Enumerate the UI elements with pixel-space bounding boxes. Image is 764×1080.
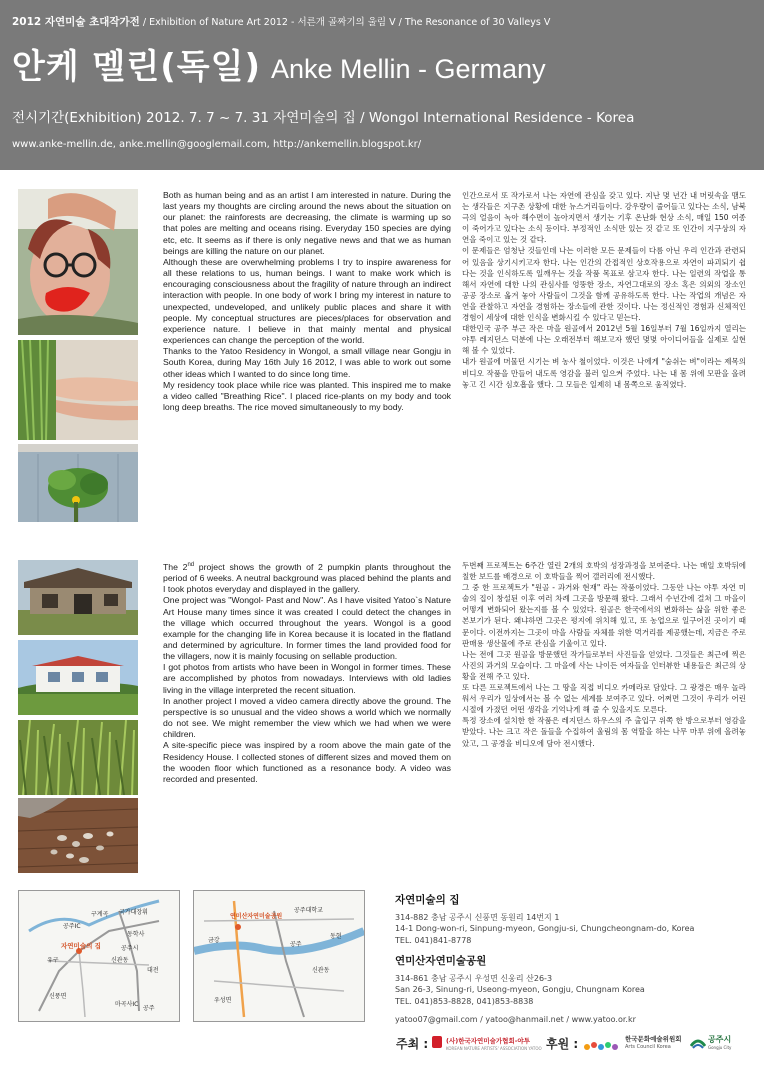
event-title: 2012 자연미술 초대작가전 [12,16,140,28]
map-label: 구계곡 [91,911,109,918]
map-label: 동학사 [127,931,145,938]
photo-portrait-rice-lips [18,189,138,335]
paragraph: I got photos from artists who have been in Wongol in former times. These are accomplished by photos from nowadays. Interviews with old ladies living in the village interpreted the recent situation. [163,662,451,695]
sponsor1-name: 한국문화예술위원회 [625,1035,682,1043]
photo-new-house [18,640,138,715]
map-label: 연미산자연미술공원 [230,913,283,920]
paragraph: In another project I moved a video camera directly above the ground. The perspective is so unusual and the video shows a world which we normally do not see. We might remember the view which we had when we were children. [163,695,451,740]
paragraph: 나는 전에 그곳 원골을 방문했던 작가들로부터 사진들을 얻었다. 그것들은 최근에 찍은 사진의 과거의 모습이다. 그 마을에 사는 나이든 여자들을 인터뷰한 내용들은 최근의 상황을 전해 주고 있다. [462,649,746,681]
paragraph [163,560,451,595]
paragraph: 그 중 한 프로젝트가 "원골 - 과거와 현재" 라는 작품이었다. 그동안 나는 야투 자연 미술의 집이 창설된 이후 여러 차례 그곳을 방문해 왔다. 그래서 수년간에 걸쳐 그 마을이 어떻게 변화되어 왔는지를 볼 수 있었다. 원골은 한국에서의 변화하는 삶을 위한 좋은 본보기가 된다. 왜냐하면 그곳은 평지에 위치해 있고, 또 농업으로 일구어진 곳이기 때문이다. 이전까지는 그곳이 마을 사람들 자체를 위한 먹거리를 제공했는데, 지금은 주로 판매용 생산물에 주로 관심을 기울이고 있다. [462,583,746,648]
paragraph: A site-specific piece was inspired by a room above the main gate of the Residency House. I collected stones of different sizes and moved them on the wooden floor which functioned as a resonance body. A video was recorded and presented. [163,740,451,784]
map-label: 신관동 [312,967,330,974]
section1-english-text [163,190,451,413]
park-address-ko: 314-861 충남 공주시 우성면 신웅리 산26-3 [395,974,553,983]
artist-name-en: Anke Mellin - Germany [270,54,546,84]
host-org: (사)한국자연미술가협회-야투 [446,1037,530,1045]
map-label: 마곡사IC [115,1001,139,1008]
host-logo-icon [432,1036,442,1048]
event-line [12,14,550,29]
sponsor1-name-en: Arts Council Korea [625,1044,671,1050]
map-label: 우성면 [214,997,232,1004]
ordinal-suffix: nd [187,562,195,568]
map-label: 공주시 [121,945,139,952]
house-title: 자연미술의 집 [395,894,460,906]
map-label: 금강 [208,937,220,944]
paragraph: Although these are overwhelming problems I try to inspire awareness for all these relations to us, human beings. I want to make work which is encouraging consciousness about the fragility of nature through an indirect interaction with people. In one body of work I bring my interest in nature to unexpected, undeveloped, and unlikely public places and share it with people. My conceptual structures are pieces/places for observation and experience nature. I believe in that mainly mental and physical experiences can change the perception of the world. [163,256,451,346]
artist-name-ko: 안케 멜린(독일) [12,47,261,87]
section2-english-text [163,560,451,785]
artist-name [12,47,546,87]
location-map-park [193,890,365,1022]
photo-body-with-rice [18,340,138,440]
map-label: 국가대장휘 [119,909,148,916]
location-map-house [18,890,180,1022]
park-phone: TEL. 041)853-8828, 041)853-8838 [395,997,534,1006]
paragraph: Thanks to the Yatoo Residency in Wongol, a small village near Gongju in South Korea, during May 16th July 16 2012, I was able to work out some other ideas which I wanted to do since long time. [163,346,451,379]
map-label: 자연미술의 집 [61,942,101,950]
section2-korean-text [462,560,746,749]
map-label: 대전 [147,967,159,974]
contact-emails: yatoo07@gmail.com / yatoo@hanmail.net / www.yatoo.or.kr [395,1015,636,1024]
paragraph: Both as human being and as an artist I am interested in nature. During the last years my thoughts are circling around the news about the situation on our planet: the rainforests are decreasing, the climate is warming up so that poles are melting and oceans rising. Everyday 150 species are dying etc, etc. It seems as if there is only negative news and that we as human beings are killing the nature on our planet. [163,190,451,256]
artist-contacts: www.anke-mellin.de, anke.mellin@googlemail.com, http://ankemellin.blogspot.kr/ [12,139,422,150]
sponsor-label: 후원 : [546,1037,579,1051]
house-address-ko: 314-882 충남 공주시 신풍면 동원리 14번지 1 [395,913,560,922]
paragraph: 인간으로서 또 작가로서 나는 자연에 관심을 갖고 있다. 지난 몇 년간 내 머릿속을 맴도는 생각들은 지구촌 상황에 대한 뉴스거리들이다. 강우량이 줄어들고 있다는 소식, 남북극의 얼음이 녹아 해수면이 높아지면서 생기는 기후 온난화 현상 소식, 매일 150 여종이 죽어가고 있다는 소식 등이다. 부정적인 소식만 있는 것 같고 또 인간이 지구상의 자연을 죽이고 있는 것 같다. [462,191,746,245]
arts-council-logo-icon [583,1037,623,1049]
header-banner [0,0,764,170]
sponsor2-name: 공주시 [708,1035,732,1044]
host-label: 주최 : [396,1037,429,1051]
gongju-logo-icon [690,1035,706,1049]
house-address-en: 14-1 Dong-won-ri, Sinpung-myeon, Gongju-si, Chungcheongnam-do, Korea [395,924,695,933]
map-label: 공주IC [63,923,81,930]
map-label: 유구 [47,957,59,964]
photo-old-house [18,560,138,635]
section1-korean-text [462,190,746,390]
photo-stones-on-floor [18,798,138,873]
paragraph: 특정 장소에 설치한 한 작품은 레지던스 하우스의 주 출입구 위쪽 한 방으로부터 영감을 받았다. 나는 크고 작은 돌들을 수집하여 울림의 몸 역할을 하는 나무 마루 위에 올려놓았고, 그 공경을 비디오에 담아 전시했다. [462,716,746,748]
host-org-en: KOREAN NATURE ARTISTS' ASSOCIATION YATOO [446,1046,542,1051]
paragraph: 이 문제들은 엄청난 것들인데 나는 이러한 모든 문제들이 다름 아닌 우리 인간과 관련되어 있음을 상기시키고자 한다. 나는 인간의 간접적인 상호작용으로 자연이 파괴되기 쉽다는 것을 인식하도록 일깨우는 것을 작품 목표로 삼고자 한다. 나는 일련의 작업을 통해서 자연에 대한 나의 관심사를 엉뚱한 장소, 자연그대로의 장소 혹은 의외의 장소인 공공 장소로 옮겨 놓아 사람들이 그것을 함께 공유하도록 한다. 나는 작업의 개념은 자연을 관찰하고 자연을 경험하는 장소들에 관한 것이다. 나는 정신적인 경험과 신체적인 경험이 세상에 대한 인식을 변화시킬 수 있다고 믿는다. [462,246,746,323]
house-phone: TEL. 041)841-8778 [395,936,472,945]
park-title: 연미산자연미술공원 [395,955,487,967]
paragraph: 내가 원골에 머물던 시기는 벼 농사 철이었다. 이것은 나에게 "숨쉬는 벼"이라는 제목의 비디오 작품을 만들어 내도록 영감을 불러 일으켜 주었다. 나는 내 몸 위에 모판을 올려놓고 긴 시간 심호흡을 했다. 그 모들은 일제히 내 몸쪽으로 움직였다. [462,357,746,389]
paragraph: My residency took place while rice was planted. This inspired me to make a video called "Breathing Rice". I placed rice-plants on my body and took long deep breaths. The rice moved simultaneously to my body. [163,379,451,412]
map-label: 신관동 [111,957,129,964]
sponsor2-name-en: Gongju City [708,1045,732,1050]
map-label: 공주 [143,1005,155,1012]
paragraph: One project was "Wongol- Past and Now". As I have visited Yatoo`s Nature Art House many times since it was created I could detect the changes in the village which occurred throughout the years. Wongol is a good example for the changing life in Korea because it is located in the flatland and determined by agriculture. In former times the land provided food for the villagers, now it is mainly focusing on sellable production. [163,595,451,662]
event-subtitle: / Exhibition of Nature Art 2012 - 서른개 골짜기의 울림 Ⅴ / The Resonance of 30 Valleys Ⅴ [139,17,551,28]
map-label: 공주 [290,941,302,948]
paragraph: 또 다른 프로젝트에서 나는 그 땅을 직접 비디오 카메라로 담았다. 그 광경은 매우 놀라워서 우리가 일상에서는 볼 수 없는 세계를 보여주고 있다. 어쩌면 그것이 우리가 어린시절에 가졌던 어떤 생각을 기억나게 해 줄 수 있을지도 모른다. [462,683,746,715]
intro-text-post: project shows the growth of 2 pumpkin plants throughout the period of 6 weeks. A neutral background was placed behind the plants and I took photos everyday and displayed in the gallery. [163,561,452,595]
map-label: 신풍면 [49,993,67,1000]
map-label: 공주대학교 [294,907,323,914]
park-address-en: San 26-3, Sinung-ri, Useong-myeon, Gongju, Chungnam Korea [395,985,645,994]
intro-text-pre: The 2 [163,561,188,572]
map-label: 동현 [330,933,342,940]
paragraph: 대한민국 공주 부근 작은 마을 원골에서 2012년 5월 16일부터 7월 16일까지 열리는 야투 레지던스 덕분에 나는 오래전부터 해보고자 했던 몇몇 아이디어들을 실제로 실현해 볼 수 있었다. [462,324,746,356]
exhibition-period: 전시기간(Exhibition) 2012. 7. 7 ~ 7. 31 자연미술의 집 / Wongol International Residence - Korea [12,110,635,126]
photo-ground-grass [18,720,138,795]
photo-pumpkin-plant [18,444,138,522]
paragraph: 두번째 프로젝트는 6주간 열린 2개의 호박의 성장과정을 보여준다. 나는 매일 호박뒤에 칠한 보드를 배경으로 이 호박들을 찍어 갤러리에 전시했다. [462,561,746,582]
